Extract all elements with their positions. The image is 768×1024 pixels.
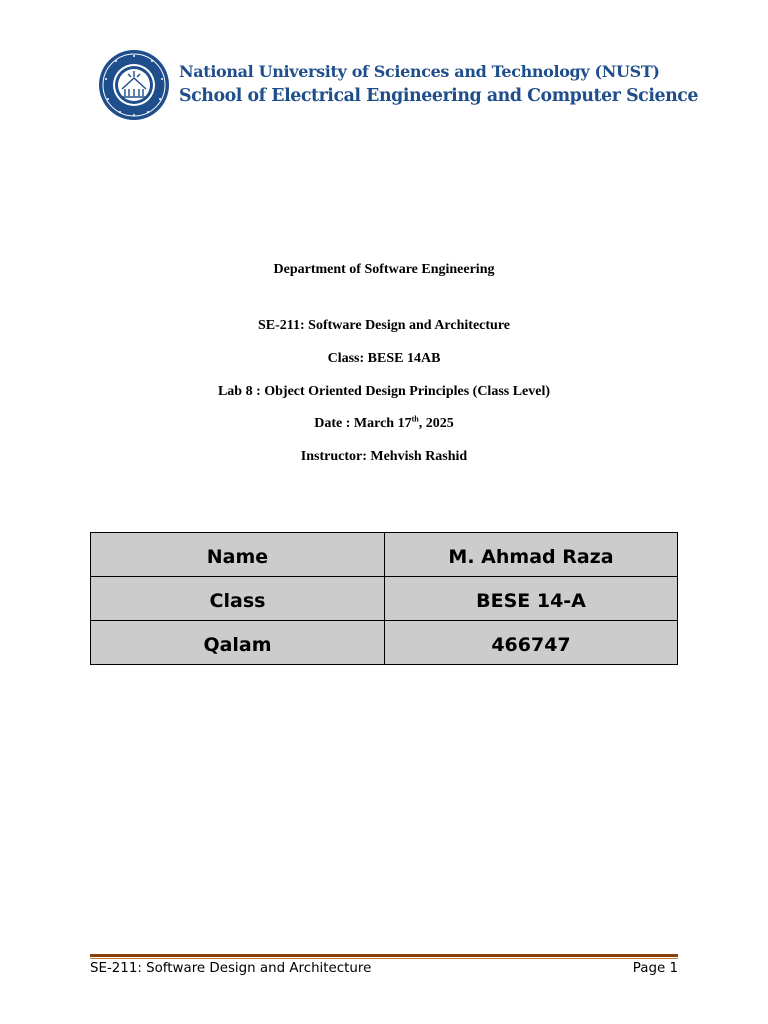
lab-title: Lab 8 : Object Oriented Design Principles (Class Level): [217, 384, 551, 399]
footer-page-number: Page 1: [632, 961, 678, 976]
row-value-qalam: 466747: [385, 621, 678, 665]
footer-rule: [90, 954, 678, 957]
letterhead: [98, 49, 699, 123]
footer-course-title: SE-211: Software Design and Architecture: [90, 961, 372, 976]
nust-seal-icon: [98, 49, 170, 121]
footer-rule-thin: [90, 958, 678, 959]
row-label-class: Class: [91, 577, 385, 621]
date-rest: , 2025: [418, 416, 454, 431]
date-line: [0, 415, 768, 433]
table-row: [91, 621, 678, 665]
instructor-line: Instructor: Mehvish Rashid: [300, 449, 468, 464]
row-label-name: Name: [91, 533, 385, 577]
department-title: Department of Software Engineering: [273, 262, 495, 277]
table-row: [91, 577, 678, 621]
student-info-table: [90, 532, 678, 665]
row-value-name: M. Ahmad Raza: [385, 533, 678, 577]
row-label-qalam: Qalam: [91, 621, 385, 665]
university-name: National University of Sciences and Technology (NUST): [179, 62, 660, 81]
date-ordinal-suffix: th: [411, 414, 419, 424]
date-prefix: Date : March 17: [314, 416, 412, 431]
row-value-class: BESE 14-A: [385, 577, 678, 621]
course-title: SE-211: Software Design and Architecture: [258, 318, 510, 333]
class-line: Class: BESE 14AB: [327, 351, 441, 366]
school-name: School of Electrical Engineering and Computer Science: [179, 86, 699, 106]
table-row: [91, 533, 678, 577]
